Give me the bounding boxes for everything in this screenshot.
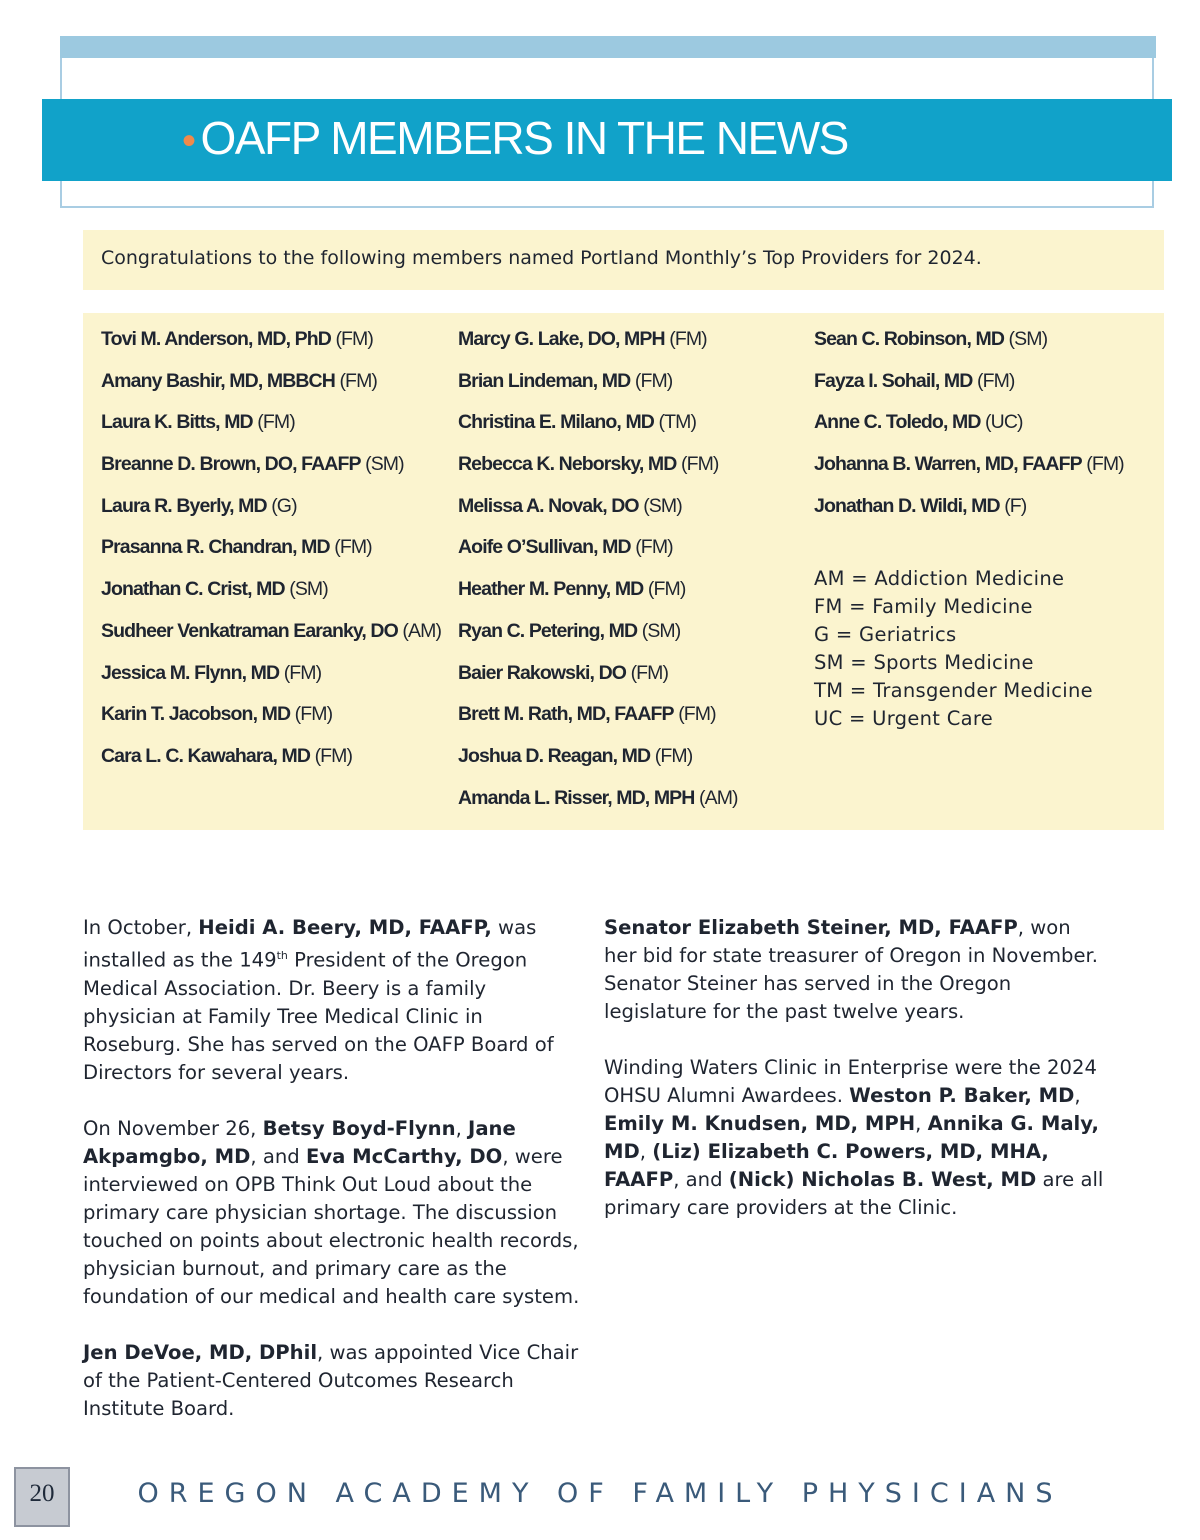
news-column-left — [83, 914, 583, 1451]
legend-item: AM = Addiction Medicine — [814, 566, 1065, 590]
legend-item: SM = Sports Medicine — [814, 650, 1034, 674]
text: , won her bid for state treasurer of Oregon in November. Senator Steiner has served in the Oregon legislature for the past twelve years. — [604, 916, 1099, 1023]
provider-entry — [814, 494, 1159, 518]
news-column-right — [604, 914, 1104, 1250]
news-item-devoe — [83, 1339, 583, 1423]
providers-column-3-entries — [814, 327, 1159, 518]
provider-name: Rebecca K. Neborsky, MD — [458, 453, 677, 476]
text: are all primary care providers at the Clinic. — [604, 1168, 1104, 1219]
provider-name: Prasanna R. Chandran, MD — [101, 536, 330, 559]
providers-column-1 — [101, 327, 446, 786]
provider-name: Brian Lindeman, MD — [458, 369, 631, 392]
provider-name: Laura R. Byerly, MD — [101, 494, 267, 517]
providers-column-3 — [814, 327, 1159, 733]
provider-entry — [101, 494, 446, 518]
text: , and — [250, 1144, 306, 1168]
provider-name: Fayza I. Sohail, MD — [814, 369, 973, 392]
provider-specialty: (SM) — [289, 578, 328, 601]
text: Winding Waters Clinic in Enterprise were the 2024 OHSU Alumni Awardees. — [604, 1056, 1097, 1107]
provider-entry — [458, 702, 803, 726]
provider-specialty: (AM) — [699, 786, 738, 809]
provider-name: Marcy G. Lake, DO, MPH — [458, 328, 665, 350]
provider-specialty: (AM) — [402, 619, 442, 642]
member-name: Senator Elizabeth Steiner, MD, FAAFP — [604, 916, 1018, 939]
provider-name: Melissa A. Novak, DO — [458, 494, 639, 517]
provider-name: Jonathan D. Wildi, MD — [814, 494, 1000, 517]
member-name: Jane Akpamgbo, MD — [83, 1116, 516, 1168]
provider-name: Baier Rakowski, DO — [458, 661, 627, 684]
provider-specialty: (FM) — [335, 328, 373, 350]
provider-specialty: (FM) — [976, 369, 1015, 392]
member-name: Eva McCarthy, DO — [305, 1144, 503, 1168]
provider-specialty: (FM) — [634, 369, 673, 392]
provider-specialty: (FM) — [635, 536, 673, 559]
member-name: Weston P. Baker, MD — [849, 1084, 1075, 1107]
provider-specialty: (F) — [1004, 494, 1027, 517]
top-providers-list — [83, 313, 1164, 830]
provider-entry — [101, 577, 446, 601]
provider-entry — [458, 619, 803, 643]
provider-specialty: (TM) — [658, 411, 697, 434]
provider-specialty: (FM) — [1086, 453, 1124, 476]
provider-entry — [814, 410, 1159, 434]
text: President of the Oregon Medical Association. Dr. Beery is a family physician at Family Tree Medical Clinic in Roseburg. She has served on the OAFP Board of Directors for several years. — [83, 948, 554, 1084]
footer-organization: OREGON ACADEMY OF FAMILY PHYSICIANS — [137, 1478, 1063, 1509]
providers-column-2 — [458, 327, 803, 827]
member-name: (Liz) Elizabeth C. Powers, MD, MHA, FAAFP — [604, 1140, 1049, 1191]
provider-specialty: (FM) — [339, 369, 378, 392]
provider-entry — [458, 369, 803, 393]
text: On November 26, — [83, 1116, 263, 1140]
provider-entry — [458, 410, 803, 434]
provider-name: Johanna B. Warren, MD, FAAFP — [814, 453, 1082, 476]
provider-name: Aoife O’Sullivan, MD — [458, 536, 631, 559]
provider-entry — [101, 410, 446, 434]
text: , was appointed Vice Chair of the Patient-Centered Outcomes Research Institute Board. — [83, 1340, 579, 1420]
provider-name: Sudheer Venkatraman Earanky, DO — [101, 619, 398, 642]
legend-item: UC = Urgent Care — [814, 706, 994, 730]
provider-name: Anne C. Toledo, MD — [814, 411, 981, 434]
provider-name: Amany Bashir, MD, MBBCH — [101, 369, 335, 392]
provider-entry — [101, 702, 446, 726]
text: , — [455, 1116, 469, 1140]
provider-name: Jessica M. Flynn, MD — [101, 661, 280, 684]
provider-specialty: (FM) — [294, 703, 333, 726]
bullet-icon: • — [182, 119, 195, 163]
provider-specialty: (SM) — [365, 453, 404, 476]
text: , were interviewed on OPB Think Out Loud about the primary care physician shortage. The discussion touched on points about electronic health records, physician burnout, and primary care as the foundation of our medical and health care system. — [83, 1144, 580, 1308]
legend-item: TM = Transgender Medicine — [814, 678, 1093, 702]
provider-name: Ryan C. Petering, MD — [458, 619, 638, 642]
provider-entry — [101, 452, 446, 476]
text: was installed as the 149 — [83, 916, 537, 972]
provider-specialty: (FM) — [257, 411, 295, 434]
header-top-strip — [60, 36, 1156, 58]
section-title-text: OAFP MEMBERS IN THE NEWS — [200, 112, 848, 164]
provider-specialty: (FM) — [669, 328, 707, 350]
news-item-steiner — [604, 914, 1104, 1026]
provider-name: Brett M. Rath, MD, FAAFP — [458, 703, 674, 726]
page-number: 20 — [29, 1480, 55, 1507]
member-name: Annika G. Maly, MD — [604, 1112, 1099, 1163]
provider-entry — [101, 744, 446, 768]
member-name: Emily M. Knudsen, MD, MPH — [604, 1112, 916, 1135]
provider-entry — [101, 619, 446, 643]
provider-name: Cara L. C. Kawahara, MD — [101, 744, 311, 767]
congratulations-note: Congratulations to the following members named Portland Monthly’s Top Providers for 2024. — [83, 230, 1164, 290]
provider-specialty: (SM) — [643, 494, 682, 517]
provider-name: Karin T. Jacobson, MD — [101, 703, 291, 726]
text: , — [639, 1140, 653, 1163]
provider-entry — [814, 369, 1159, 393]
provider-entry — [458, 452, 803, 476]
specialty-legend — [814, 565, 1159, 733]
provider-name: Amanda L. Risser, MD, MPH — [458, 786, 695, 809]
provider-entry — [458, 327, 803, 351]
provider-entry — [101, 535, 446, 559]
text: , — [1074, 1084, 1081, 1107]
provider-entry — [814, 452, 1159, 476]
provider-specialty: (FM) — [654, 744, 693, 767]
provider-entry — [458, 661, 803, 685]
provider-entry — [458, 535, 803, 559]
provider-entry — [458, 786, 803, 810]
provider-entry — [101, 327, 446, 351]
provider-name: Christina E. Milano, MD — [458, 411, 654, 434]
member-name: Betsy Boyd-Flynn — [262, 1116, 456, 1140]
member-name: (Nick) Nicholas B. West, MD — [728, 1168, 1037, 1191]
ordinal-suffix: th — [276, 949, 288, 962]
text: , and — [673, 1168, 729, 1191]
news-item-beery — [83, 914, 583, 1087]
provider-entry — [101, 661, 446, 685]
section-banner — [42, 99, 1172, 181]
section-title — [182, 111, 848, 165]
provider-name: Laura K. Bitts, MD — [101, 411, 253, 434]
provider-name: Heather M. Penny, MD — [458, 578, 644, 601]
member-name: Heidi A. Beery, MD, FAAFP, — [198, 916, 492, 939]
member-name: Jen DeVoe, MD, DPhil — [83, 1340, 318, 1364]
legend-item: FM = Family Medicine — [814, 594, 1033, 618]
provider-specialty: (FM) — [678, 703, 716, 726]
text: In October, — [83, 916, 199, 939]
provider-entry — [458, 744, 803, 768]
news-item-opb — [83, 1115, 583, 1311]
provider-specialty: (FM) — [680, 453, 719, 476]
provider-name: Joshua D. Reagan, MD — [458, 744, 651, 767]
provider-entry — [101, 369, 446, 393]
legend-item: G = Geriatrics — [814, 622, 957, 646]
provider-specialty: (FM) — [647, 578, 686, 601]
provider-specialty: (FM) — [283, 661, 322, 684]
provider-specialty: (G) — [271, 494, 297, 517]
provider-name: Sean C. Robinson, MD — [814, 328, 1005, 350]
news-item-winding-waters — [604, 1054, 1104, 1222]
provider-specialty: (UC) — [985, 411, 1023, 434]
provider-name: Jonathan C. Crist, MD — [101, 578, 285, 601]
provider-specialty: (SM) — [1008, 328, 1048, 350]
provider-name: Breanne D. Brown, DO, FAAFP — [101, 453, 361, 476]
provider-name: Tovi M. Anderson, MD, PhD — [101, 328, 331, 350]
provider-entry — [458, 577, 803, 601]
provider-specialty: (FM) — [630, 661, 669, 684]
provider-entry — [814, 327, 1159, 351]
provider-specialty: (FM) — [314, 744, 353, 767]
provider-entry — [458, 494, 803, 518]
text: , — [915, 1112, 928, 1135]
provider-specialty: (FM) — [334, 536, 372, 559]
provider-specialty: (SM) — [641, 619, 681, 642]
